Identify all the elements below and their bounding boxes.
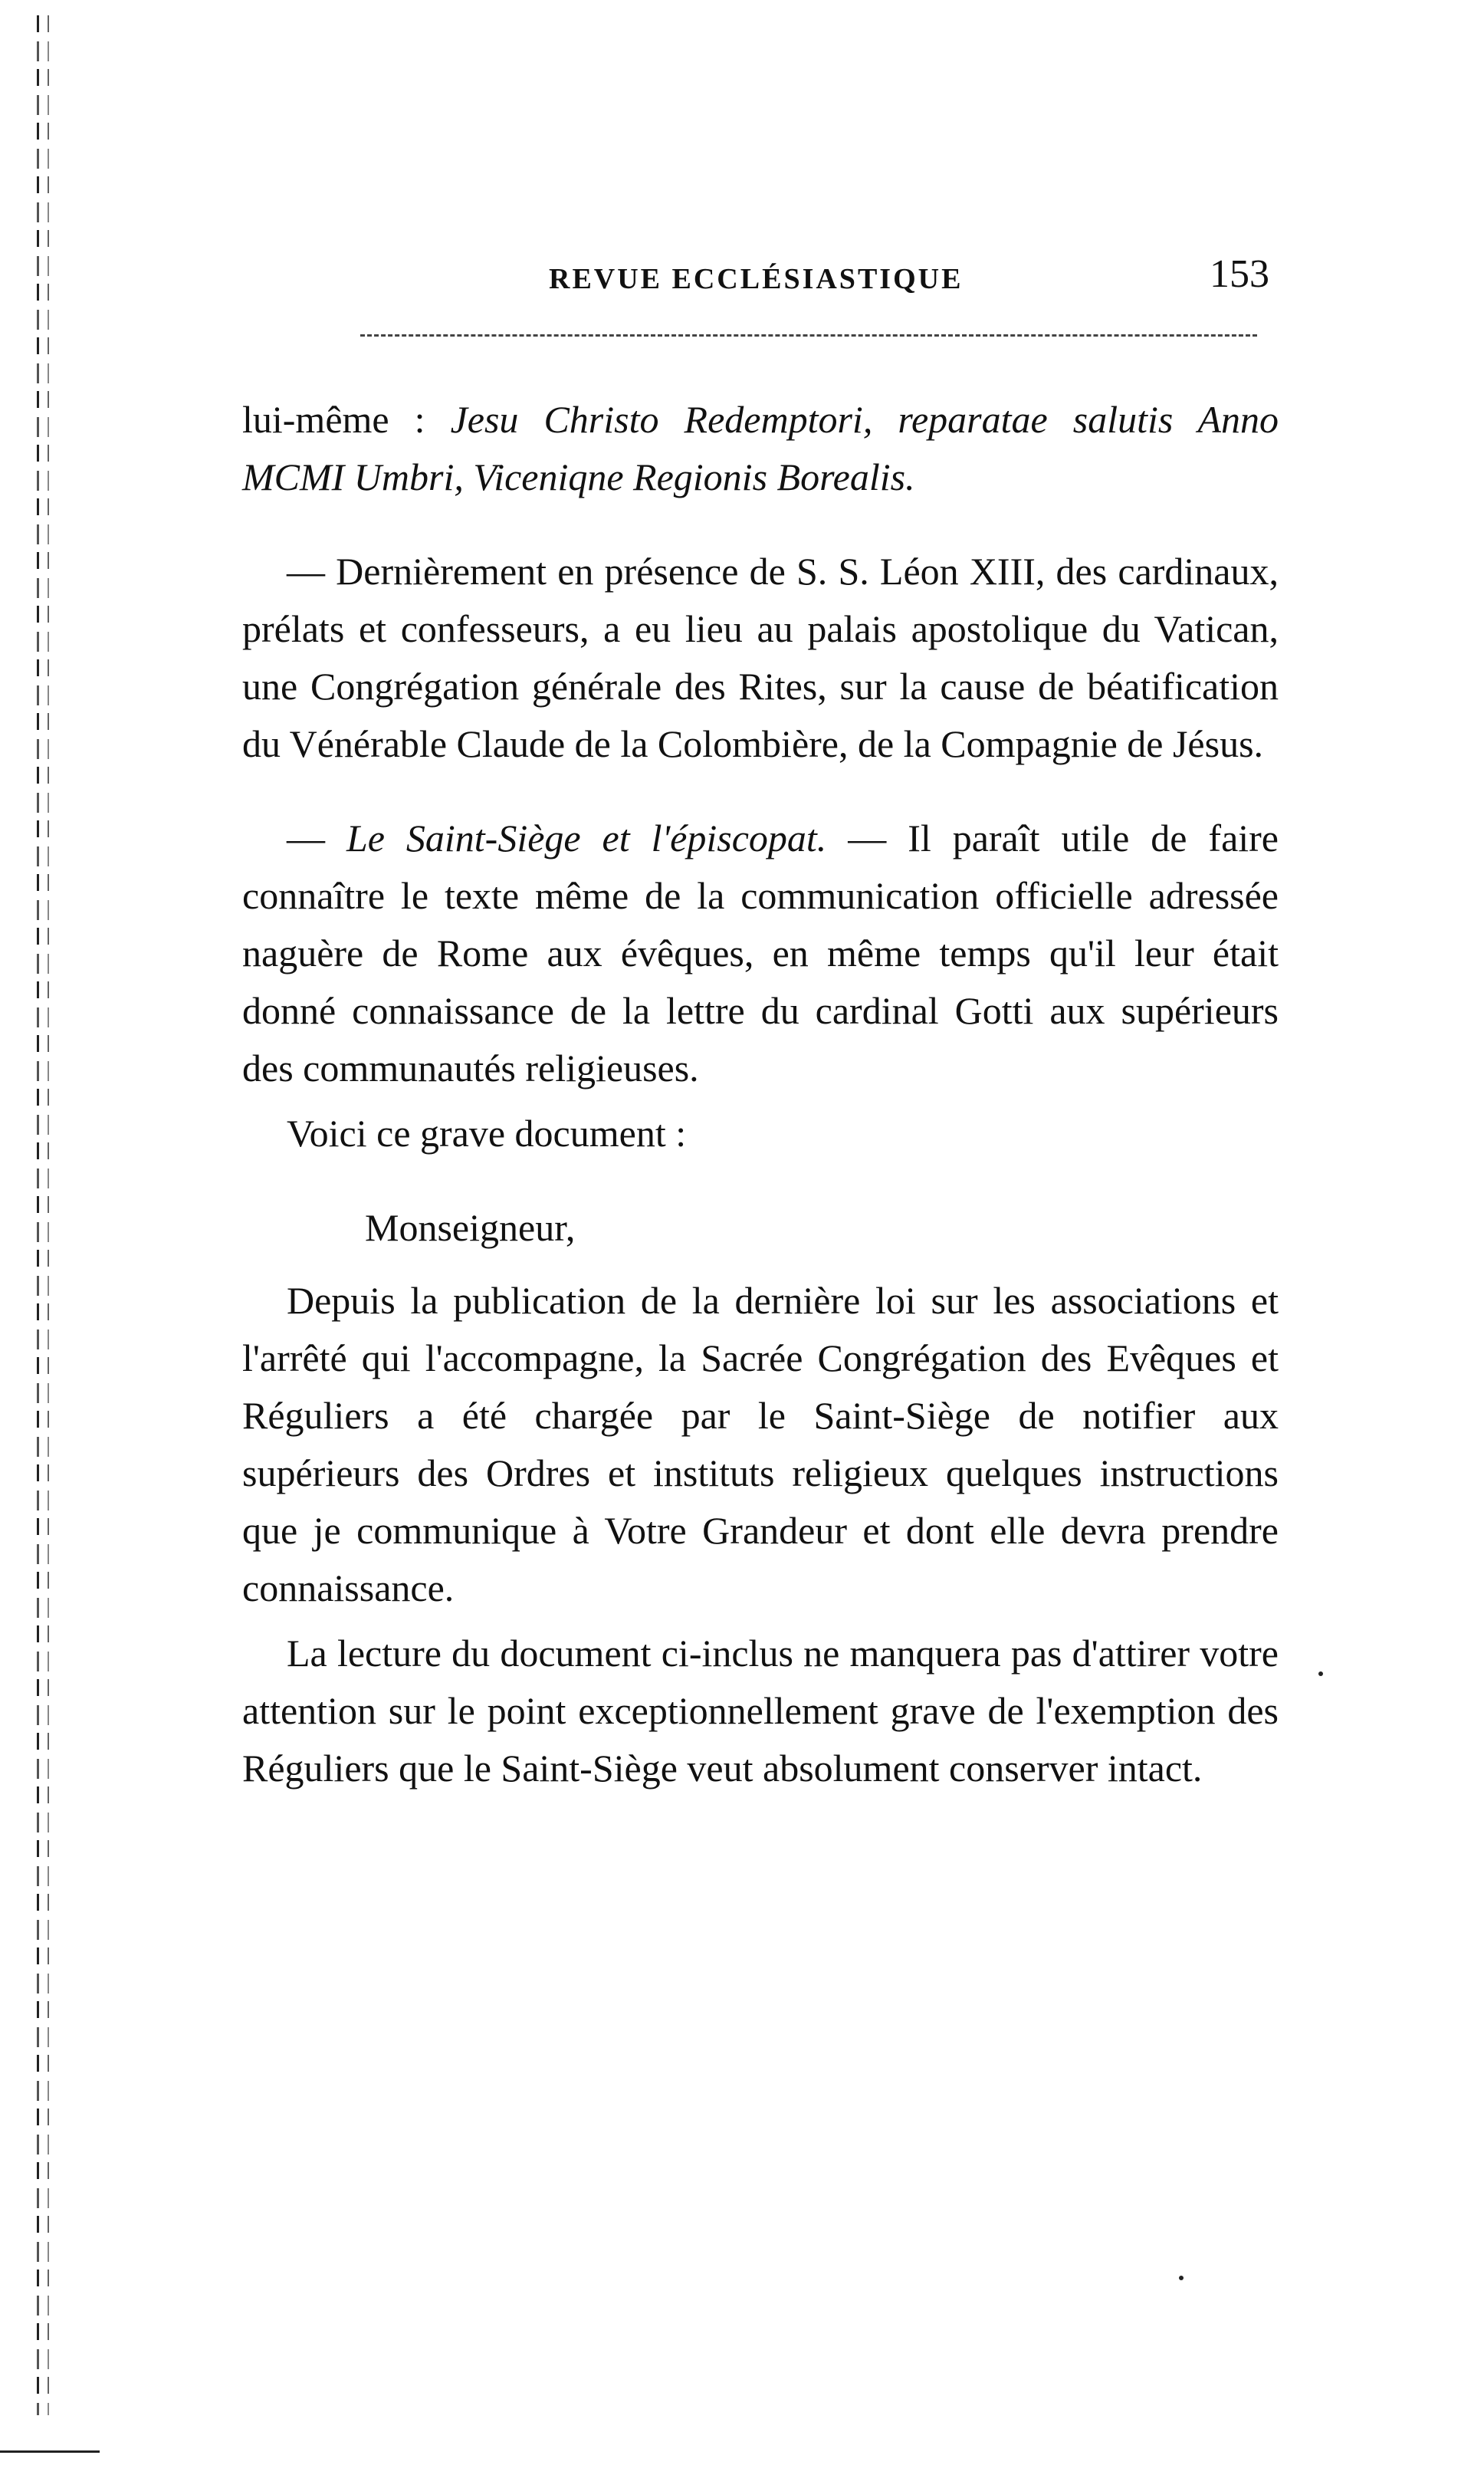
latin-inscription: Jesu Christo Redemptori, reparatae salutis Anno MCMI Umbri, Viceniqne Regionis Borealis.: [242, 398, 1279, 498]
paragraph-congregation-rites: — Dernièrement en présence de S. S. Léon XIII, des cardinaux, prélats et confesseurs, a eu lieu au palais apostolique du Vatican, une Congrégation générale des Rites, sur la cause de béatification du Vénérable Claude de la Colombière, de la Compagnie de Jésus.: [242, 550, 1279, 765]
header-rule: [360, 334, 1257, 337]
letter-salutation: Monseigneur,: [365, 1206, 576, 1249]
paragraph-inscription-end: lui-même : Jesu Christo Redemptori, reparatae salutis Anno MCMI Umbri, Viceniqne Regionis Borealis.: [242, 398, 1279, 498]
gutter-line-outer: [37, 15, 39, 2415]
paragraph-letter-body-1: Depuis la publication de la dernière loi sur les associations et l'arrêté qui l'accompagne, la Sacrée Congrégation des Evêques et Réguliers a été chargée par le Saint-Siège de notifier aux supérieurs des Ordres et instituts religieux quelques instructions que je communique à Votre Grandeur et dont elle devra prendre connaissance.: [242, 1279, 1279, 1609]
section-heading-italic: Le Saint-Siège et l'épiscopat.: [346, 817, 827, 860]
page-number: 153: [1210, 252, 1269, 296]
page-gutter-binding: [37, 0, 52, 2475]
ink-speck: [1318, 1671, 1323, 1676]
paragraph-letter-body-2: La lecture du document ci-inclus ne manquera pas d'attirer votre attention sur le point exceptionnellement grave de l'exemption des Réguliers que le Saint-Siège veut absolument conserver intact.: [242, 1632, 1279, 1790]
ink-speck: [1179, 2276, 1184, 2280]
gutter-line-inner: [48, 15, 49, 2415]
running-title: REVUE ECCLÉSIASTIQUE: [549, 263, 964, 295]
paragraph-voici-document: Voici ce grave document :: [287, 1112, 687, 1155]
paragraph-saint-siege-episcopat: — Le Saint-Siège et l'épiscopat. — Il paraît utile de faire connaître le texte même de la communication officielle adressée naguère de Rome aux évêques, en même temps qu'il leur était donné connaissance de la lettre du cardinal Gotti aux supérieurs des communautés religieuses.: [242, 817, 1279, 1090]
gutter-foot-mark: [0, 2450, 100, 2453]
page-header: [242, 251, 1269, 305]
body-text: [242, 391, 1279, 1797]
